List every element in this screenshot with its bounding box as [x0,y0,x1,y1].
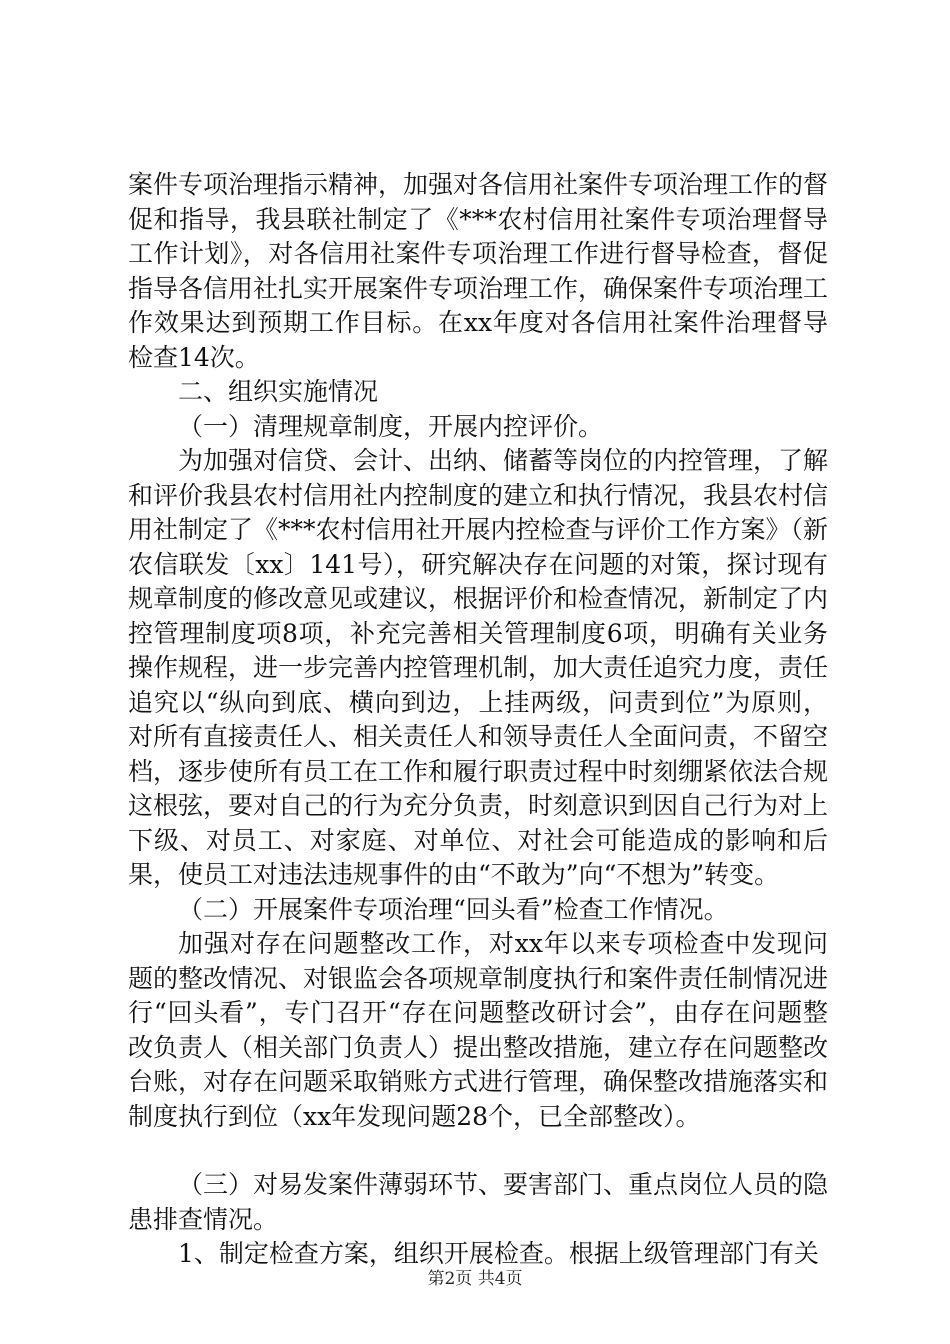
subheading-look-back: （二）开展案件专项治理“回头看”检查工作情况。 [178,894,729,924]
page-footer: 第2页 共4页 [427,1269,523,1289]
paragraph-continuation: 案件专项治理指示精神，加强对各信用社案件专项治理工作的督促和指导，我县联社制定了《***农村信用社案件专项治理督导工作计划》，对各信用社案件专项治理工作进行督导检查，督促指导各信用社扎实开展案件专项治理工作，确保案件专项治理工作效果达到预期工作目标。在xx年度对各信用社案件治理督导检查14次。 [128,170,829,372]
paragraph-internal-control: 为加强对信贷、会计、出纳、储蓄等岗位的内控管理，了解和评价我县农村信用社内控制度的建立和执行情况，我县农村信用社制定了《***农村信用社开展内控检查与评价工作方案》（新农信联发〔xx〕141号），研究解决存在问题的对策，探讨现有规章制度的修改意见或建议，根据评价和检查情况，新制定了内控管理制度项8项，补充完善相关管理制度6项，明确有关业务操作规程，进一步完善内控管理机制，加大责任追究力度，责任追究以“纵向到底、横向到边，上挂两级，问责到位”为原则，对所有直接责任人、相关责任人和领导责任人全面问责，不留空档，逐步使所有员工在工作和履行职责过程中时刻绷紧依法合规这根弦，要对自己的行为充分负责，时刻意识到因自己行为对上下级、对员工、对家庭、对单位、对社会可能造成的影响和后果，使员工对违法违规事件的由“不敢为”向“不想为”转变。 [128,446,829,889]
paragraph-inspection-plan: 1、制定检查方案，组织开展检查。根据上级管理部门有关 [178,1239,819,1268]
section-heading-implementation: 二、组织实施情况 [178,377,379,406]
subheading-risk-inspection: （三）对易发案件薄弱环节、要害部门、重点岗位人员的隐患排查情况。 [128,1170,829,1234]
subheading-internal-control: （一）清理规章制度，开展内控评价。 [178,411,604,441]
paragraph-look-back: 加强对存在问题整改工作，对xx年以来专项检查中发现问题的整改情况、对银监会各项规章制度执行和案件责任制情况进行“回头看”，专门召开“存在问题整改研讨会”，由存在问题整改负责人（相关部门负责人）提出整改措施，建立存在问题整改台账，对存在问题采取销账方式进行管理，确保整改措施落实和制度执行到位（xx年发现问题28个，已全部整改）。 [128,929,829,1131]
document-body [128,168,828,1272]
